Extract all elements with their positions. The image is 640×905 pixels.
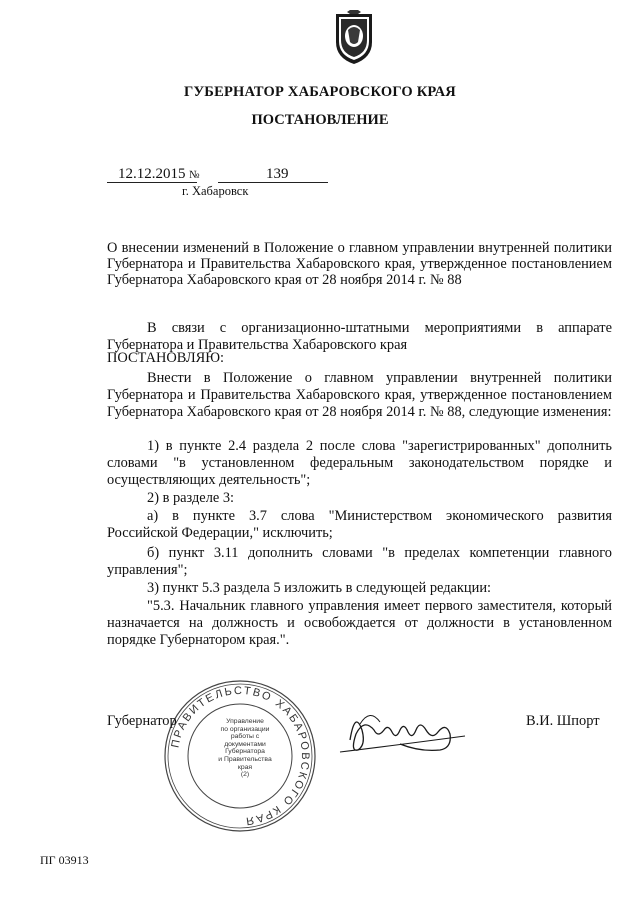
- body-item: 2) в разделе 3:: [147, 490, 235, 506]
- document-city: г. Хабаровск: [182, 184, 249, 198]
- body-item: 1) в пункте 2.4 раздела 2 после слова "зарегистрированных" дополнить словами "в установленном федеральным законодательством порядке и осуществляющих деятельность";: [107, 438, 612, 488]
- signatory-name: В.И. Шпорт: [526, 713, 600, 729]
- handwritten-signature: [300, 700, 480, 770]
- document-date: 12.12.2015: [118, 166, 186, 182]
- number-sign: №: [189, 169, 200, 181]
- document-number: 139: [266, 166, 289, 182]
- body-item: 3) пункт 5.3 раздела 5 изложить в следующей редакции:: [147, 580, 492, 596]
- seal-inner-text: Управление по организации работы с документами Губернатора и Правительства края (2): [218, 718, 272, 779]
- form-code: ПГ 03913: [40, 853, 89, 867]
- document-type-title: ПОСТАНОВЛЕНИЕ: [251, 112, 389, 128]
- intro-paragraph: В связи с организационно-штатными мероприятиями в аппарате Губернатора и Правительства Хабаровского края: [107, 320, 612, 353]
- signatory-position: Губернатор: [107, 713, 177, 729]
- coat-of-arms-icon: [330, 8, 378, 68]
- resolve-heading: ПОСТАНОВЛЯЮ:: [107, 350, 225, 366]
- body-item: а) в пункте 3.7 слова "Министерством экономического развития Российской Федерации," исключить;: [107, 508, 612, 541]
- body-item: б) пункт 3.11 дополнить словами "в пределах компетенции главного управления";: [107, 545, 612, 578]
- document-subject: О внесении изменений в Положение о главном управлении внутренней политики Губернатора и Правительства Хабаровского края, утвержденное постановлением Губернатора Хабаровского края от 28 ноября 2014 г. № 88: [107, 240, 612, 288]
- body-item: "5.3. Начальник главного управления имеет первого заместителя, который назначается на должность и освобождается от должности в установленном порядке Губернатором края.".: [107, 598, 612, 648]
- organization-title: ГУБЕРНАТОР ХАБАРОВСКОГО КРАЯ: [184, 84, 456, 100]
- number-underline: [218, 182, 328, 183]
- body-item: Внести в Положение о главном управлении внутренней политики Губернатора и Правительства Хабаровского края, утвержденное постановлением Губернатора Хабаровского края от 28 ноября 2014 г. № 88, следующие изменения:: [107, 370, 612, 420]
- seal-ring-text: ПРАВИТЕЛЬСТВО ХАБАРОВСКОГО КРАЯ: [169, 684, 312, 827]
- date-underline: [107, 182, 197, 183]
